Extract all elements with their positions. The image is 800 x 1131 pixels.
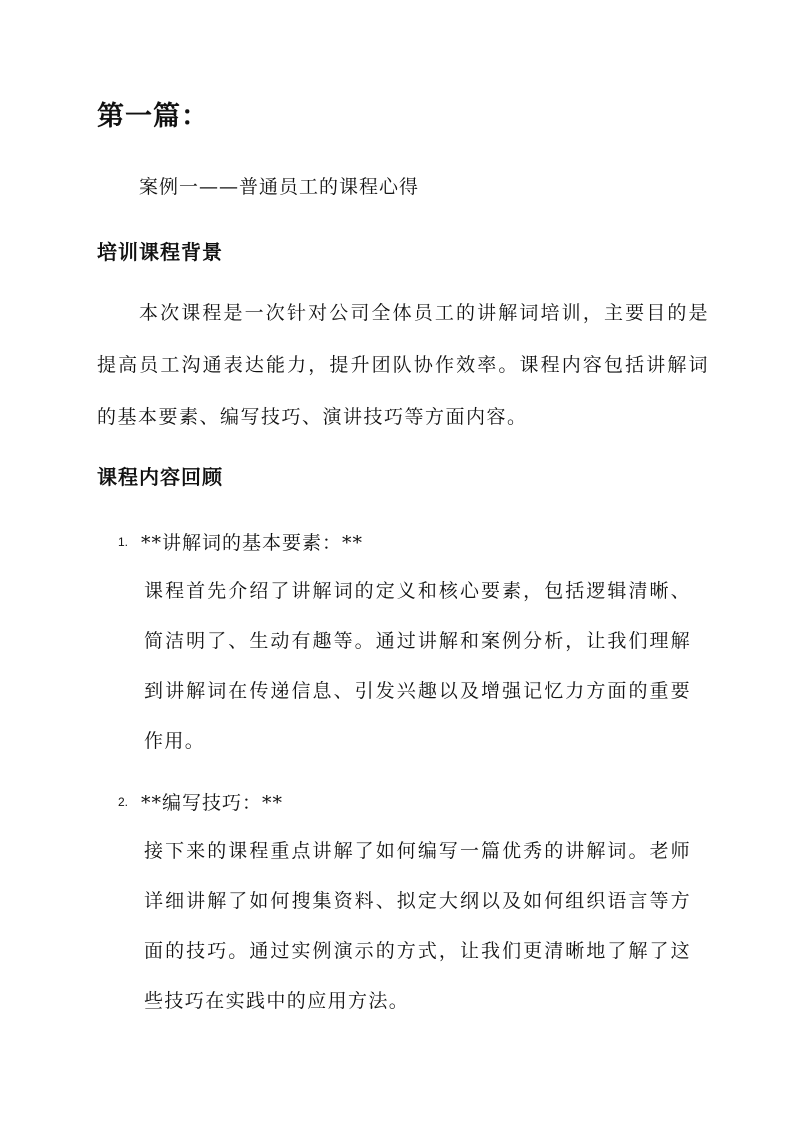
- list-item-heading: **讲解词的基本要素：**: [141, 532, 364, 554]
- list-item-heading: **编写技巧：**: [141, 792, 284, 814]
- document-subtitle: 案例一——普通员工的课程心得: [139, 176, 420, 198]
- section-heading-background: 培训课程背景: [97, 240, 223, 264]
- list-item-body: 课程首先介绍了讲解词的定义和核心要素，包括逻辑清晰、简洁明了、生动有趣等。通过讲解和案例分析，让我们理解到讲解词在传递信息、引发兴趣以及增强记忆力方面的重要作用。: [144, 580, 691, 752]
- document-title: 第一篇：: [97, 101, 209, 132]
- list-item-number: 2.: [118, 795, 129, 809]
- section-paragraph-background: 本次课程是一次针对公司全体员工的讲解词培训，主要目的是提高员工沟通表达能力，提升团队协作效率。课程内容包括讲解词的基本要素、编写技巧、演讲技巧等方面内容。: [97, 302, 709, 428]
- list-item-body: 接下来的课程重点讲解了如何编写一篇优秀的讲解词。老师详细讲解了如何搜集资料、拟定大纲以及如何组织语言等方面的技巧。通过实例演示的方式，让我们更清晰地了解了这些技巧在实践中的应用方法。: [144, 840, 691, 1012]
- list-item-number: 1.: [118, 535, 129, 549]
- section-heading-review: 课程内容回顾: [97, 465, 223, 489]
